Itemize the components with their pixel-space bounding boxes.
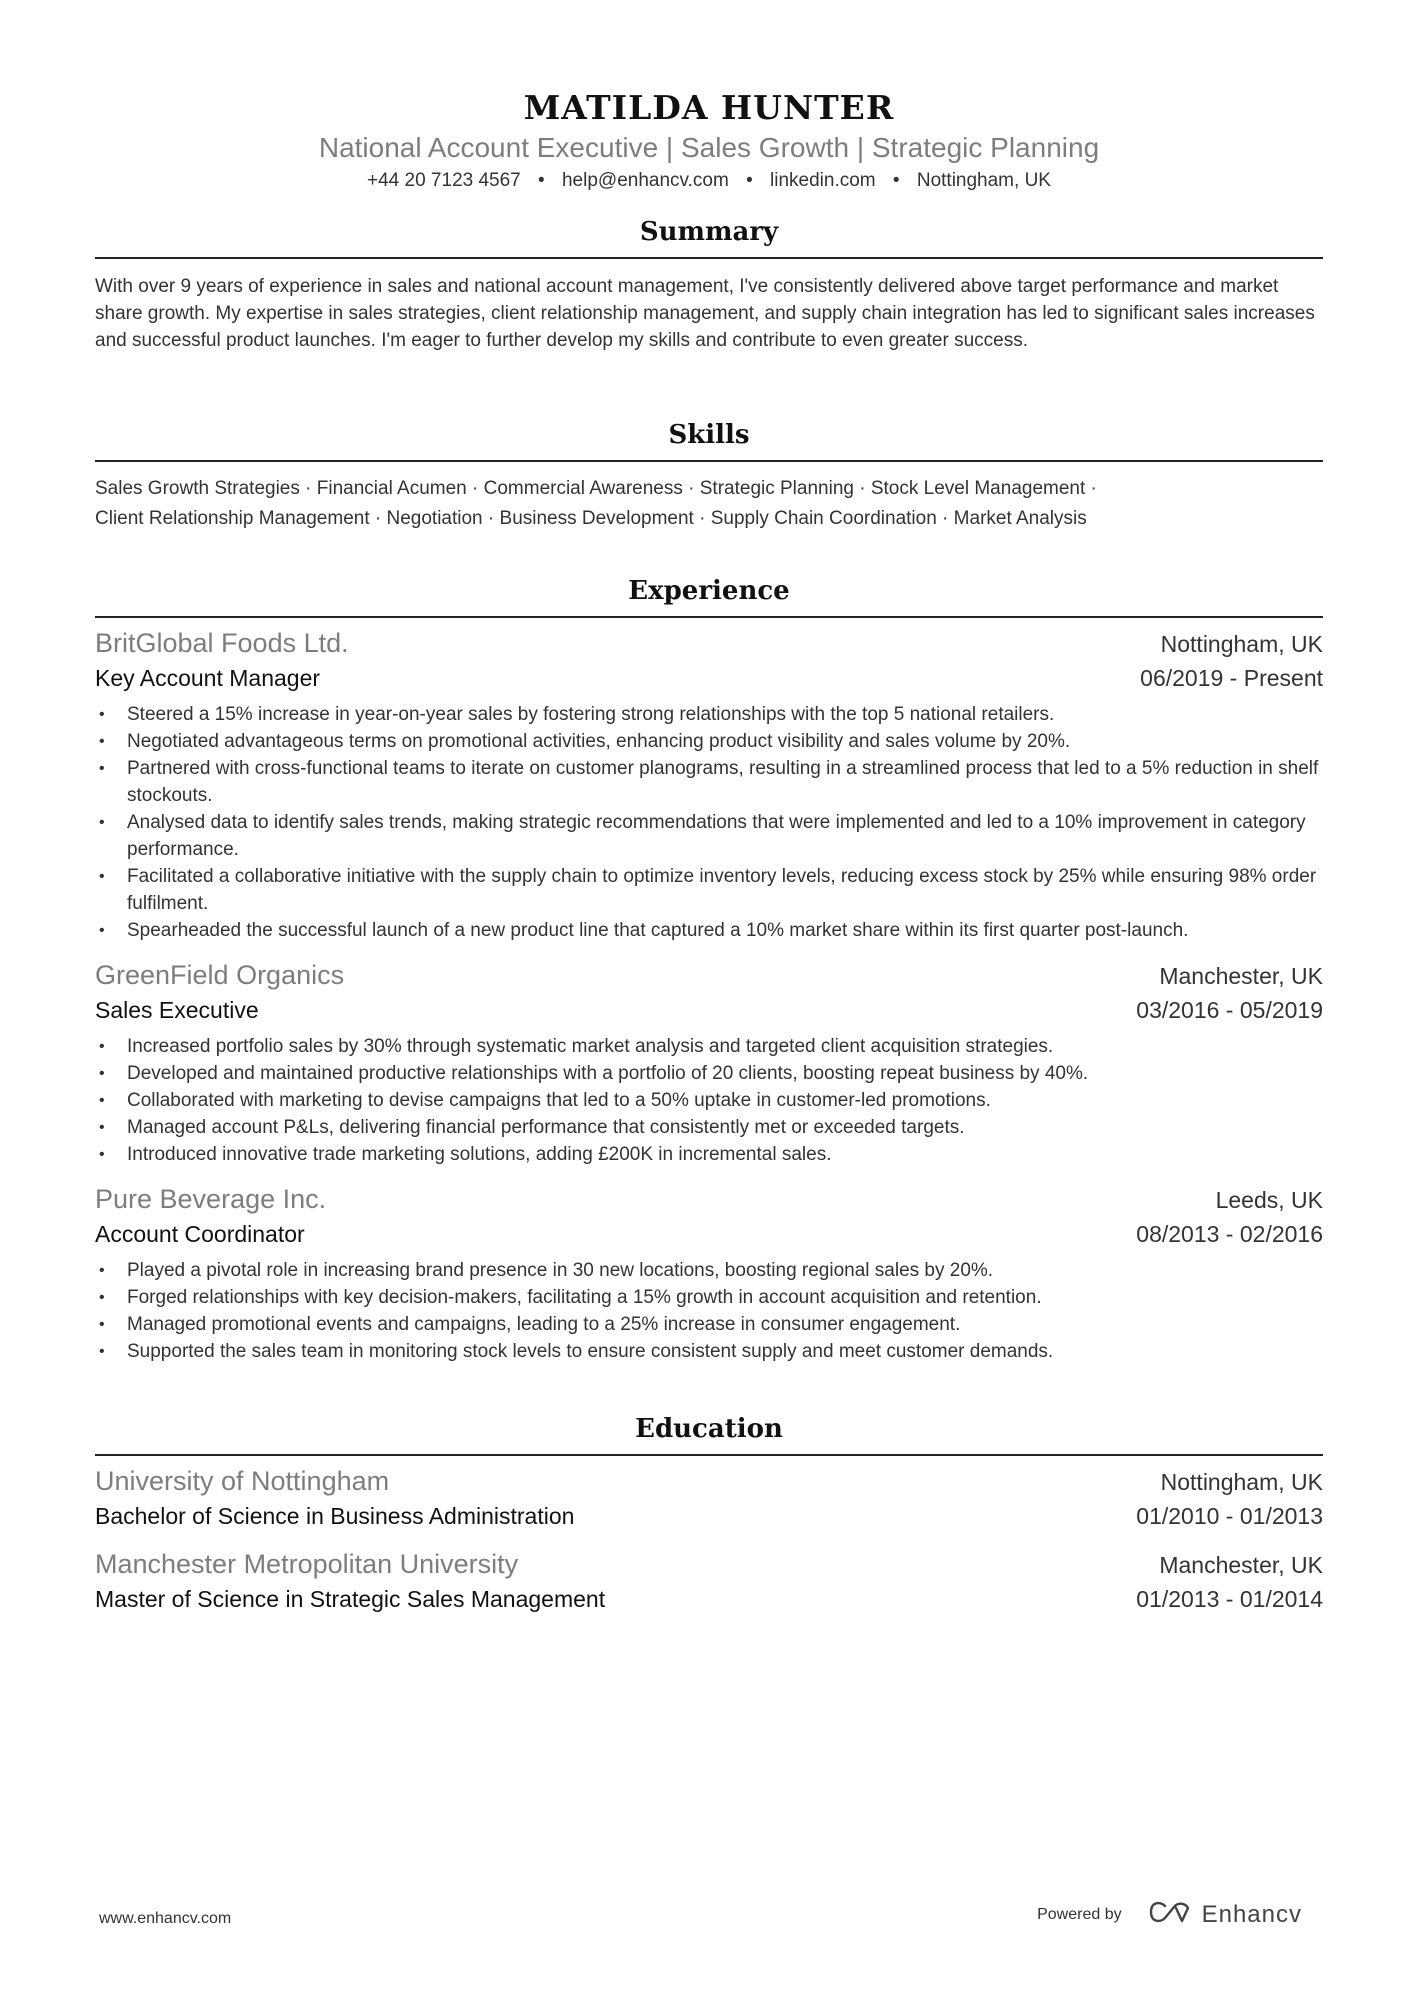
skill-item: Client Relationship Management (95, 508, 370, 529)
skill-item: Negotiation (386, 508, 483, 529)
achievement-item: • Forged relationships with key decision-makers, facilitating a 15% growth in account acquisition and retention. (95, 1284, 1323, 1311)
job-dates: 08/2013 - 02/2016 (1136, 1221, 1323, 1247)
job-title: Account Coordinator (95, 1221, 305, 1247)
section-divider (95, 616, 1323, 618)
achievement-item: • Spearheaded the successful launch of a new product line that captured a 10% market share within its first quarter post-launch. (95, 917, 1323, 944)
skills-list: Sales Growth Strategies · Financial Acumen · Commercial Awareness · Strategic Planning · Stock Level Management · Client Relationship Management · Negotiation · Business Development · Supply Chain Coordination · Market Analysis (95, 478, 1097, 529)
degree-name: Master of Science in Strategic Sales Management (95, 1586, 606, 1612)
achievement-item: • Managed promotional events and campaigns, leading to a 25% increase in consumer engagement. (95, 1311, 1323, 1338)
footer-website-link[interactable]: www.enhancv.com (99, 1910, 232, 1927)
achievement-item: • Facilitated a collaborative initiative with the supply chain to optimize inventory levels, reducing excess stock by 25% while ensuring 98% order fulfilment. (95, 863, 1323, 917)
education-entry (95, 1547, 1323, 1616)
section-divider (95, 460, 1323, 462)
job-title: Sales Executive (95, 997, 259, 1023)
job-dates: 03/2016 - 05/2019 (1136, 997, 1323, 1023)
education-section (95, 1412, 1323, 1616)
powered-by-label: Powered by (1037, 1905, 1122, 1923)
experience-section (95, 574, 1323, 1365)
summary-section (95, 215, 1323, 354)
skill-item: Commercial Awareness (483, 478, 683, 499)
section-divider (95, 257, 1323, 259)
job-location: Nottingham, UK (1160, 631, 1323, 657)
education-dates: 01/2010 - 01/2013 (1136, 1503, 1323, 1529)
achievement-item: • Supported the sales team in monitoring stock levels to ensure consistent supply and meet customer demands. (95, 1338, 1323, 1365)
candidate-name: MATILDA HUNTER (523, 88, 895, 127)
resume-header (95, 88, 1323, 194)
achievement-item: • Partnered with cross-functional teams to iterate on customer planograms, resulting in a streamlined process that led to a 5% reduction in shelf stockouts. (95, 755, 1323, 809)
skills-section (95, 418, 1323, 534)
achievement-item: • Negotiated advantageous terms on promotional activities, enhancing product visibility and sales volume by 20%. (95, 728, 1323, 755)
job-dates: 06/2019 - Present (1140, 665, 1323, 691)
achievement-list (95, 1257, 1323, 1365)
skill-item: Business Development (499, 508, 694, 529)
skill-item: Stock Level Management (870, 478, 1086, 499)
education-dates: 01/2013 - 01/2014 (1136, 1586, 1323, 1612)
enhancv-logo-icon (1148, 1900, 1194, 1929)
achievement-item: • Increased portfolio sales by 30% through systematic market analysis and targeted client acquisition strategies. (95, 1033, 1323, 1060)
achievement-item: • Played a pivotal role in increasing brand presence in 30 new locations, boosting regional sales by 20%. (95, 1257, 1323, 1284)
bullet-separator: • (892, 170, 900, 191)
degree-name: Bachelor of Science in Business Administration (95, 1503, 575, 1529)
contact-email[interactable]: help@enhancv.com (561, 170, 729, 191)
section-divider (95, 1454, 1323, 1456)
job-title: Key Account Manager (95, 665, 321, 691)
education-title: Education (635, 1414, 783, 1444)
achievement-list (95, 1033, 1323, 1168)
summary-title: Summary (639, 217, 779, 247)
skill-item: Supply Chain Coordination (710, 508, 937, 529)
experience-entry (95, 958, 1323, 1168)
company-name: GreenField Organics (95, 960, 345, 990)
company-name: Pure Beverage Inc. (95, 1184, 327, 1214)
bullet-separator: • (746, 170, 753, 191)
experience-title: Experience (628, 576, 790, 606)
job-location: Manchester, UK (1159, 963, 1323, 989)
experience-entry (95, 626, 1323, 944)
achievement-item: • Collaborated with marketing to devise campaigns that led to a 50% uptake in customer-led promotions. (95, 1087, 1323, 1114)
resume-page (95, 0, 1323, 1612)
education-entry (95, 1464, 1323, 1533)
skill-item: Sales Growth Strategies (95, 478, 300, 499)
school-location: Nottingham, UK (1160, 1469, 1323, 1495)
achievement-item: • Developed and maintained productive relationships with a portfolio of 20 clients, boosting repeat business by 40%. (95, 1060, 1323, 1087)
summary-text: With over 9 years of experience in sales and national account management, I've consistently delivered above target performance and market share growth. My expertise in sales strategies, client relationship management, and supply chain integration has led to significant sales increases and successful product launches. I'm eager to further develop my skills and contribute to even greater success. (95, 276, 1315, 351)
company-name: BritGlobal Foods Ltd. (95, 628, 349, 658)
skill-item: Market Analysis (953, 508, 1087, 529)
achievement-item: • Analysed data to identify sales trends, making strategic recommendations that were implemented and led to a 10% improvement in category performance. (95, 809, 1323, 863)
achievement-item: • Managed account P&Ls, delivering financial performance that consistently met or exceeded targets. (95, 1114, 1323, 1141)
school-name: Manchester Metropolitan University (95, 1549, 519, 1579)
skills-title: Skills (668, 420, 750, 450)
contact-linkedin[interactable]: linkedin.com (770, 170, 876, 191)
enhancv-brand-name: Enhancv (1201, 1900, 1302, 1928)
experience-entry (95, 1182, 1323, 1365)
skill-item: Financial Acumen (316, 478, 467, 499)
contact-location: Nottingham, UK (916, 170, 1051, 191)
contact-line (95, 168, 1323, 194)
school-location: Manchester, UK (1159, 1552, 1323, 1578)
achievement-item: • Steered a 15% increase in year-on-year sales by fostering strong relationships with the top 5 national retailers. (95, 701, 1323, 728)
skill-item: Strategic Planning (699, 478, 854, 499)
achievement-list (95, 701, 1323, 944)
achievement-item: • Introduced innovative trade marketing solutions, adding £200K in incremental sales. (95, 1141, 1323, 1168)
contact-phone: +44 20 7123 4567 (367, 170, 521, 191)
bullet-separator: • (538, 170, 545, 191)
headline: National Account Executive | Sales Growth | Strategic Planning (318, 132, 1100, 163)
job-location: Leeds, UK (1215, 1187, 1323, 1213)
school-name: University of Nottingham (95, 1466, 390, 1496)
footer-branding (1037, 1900, 1302, 1929)
